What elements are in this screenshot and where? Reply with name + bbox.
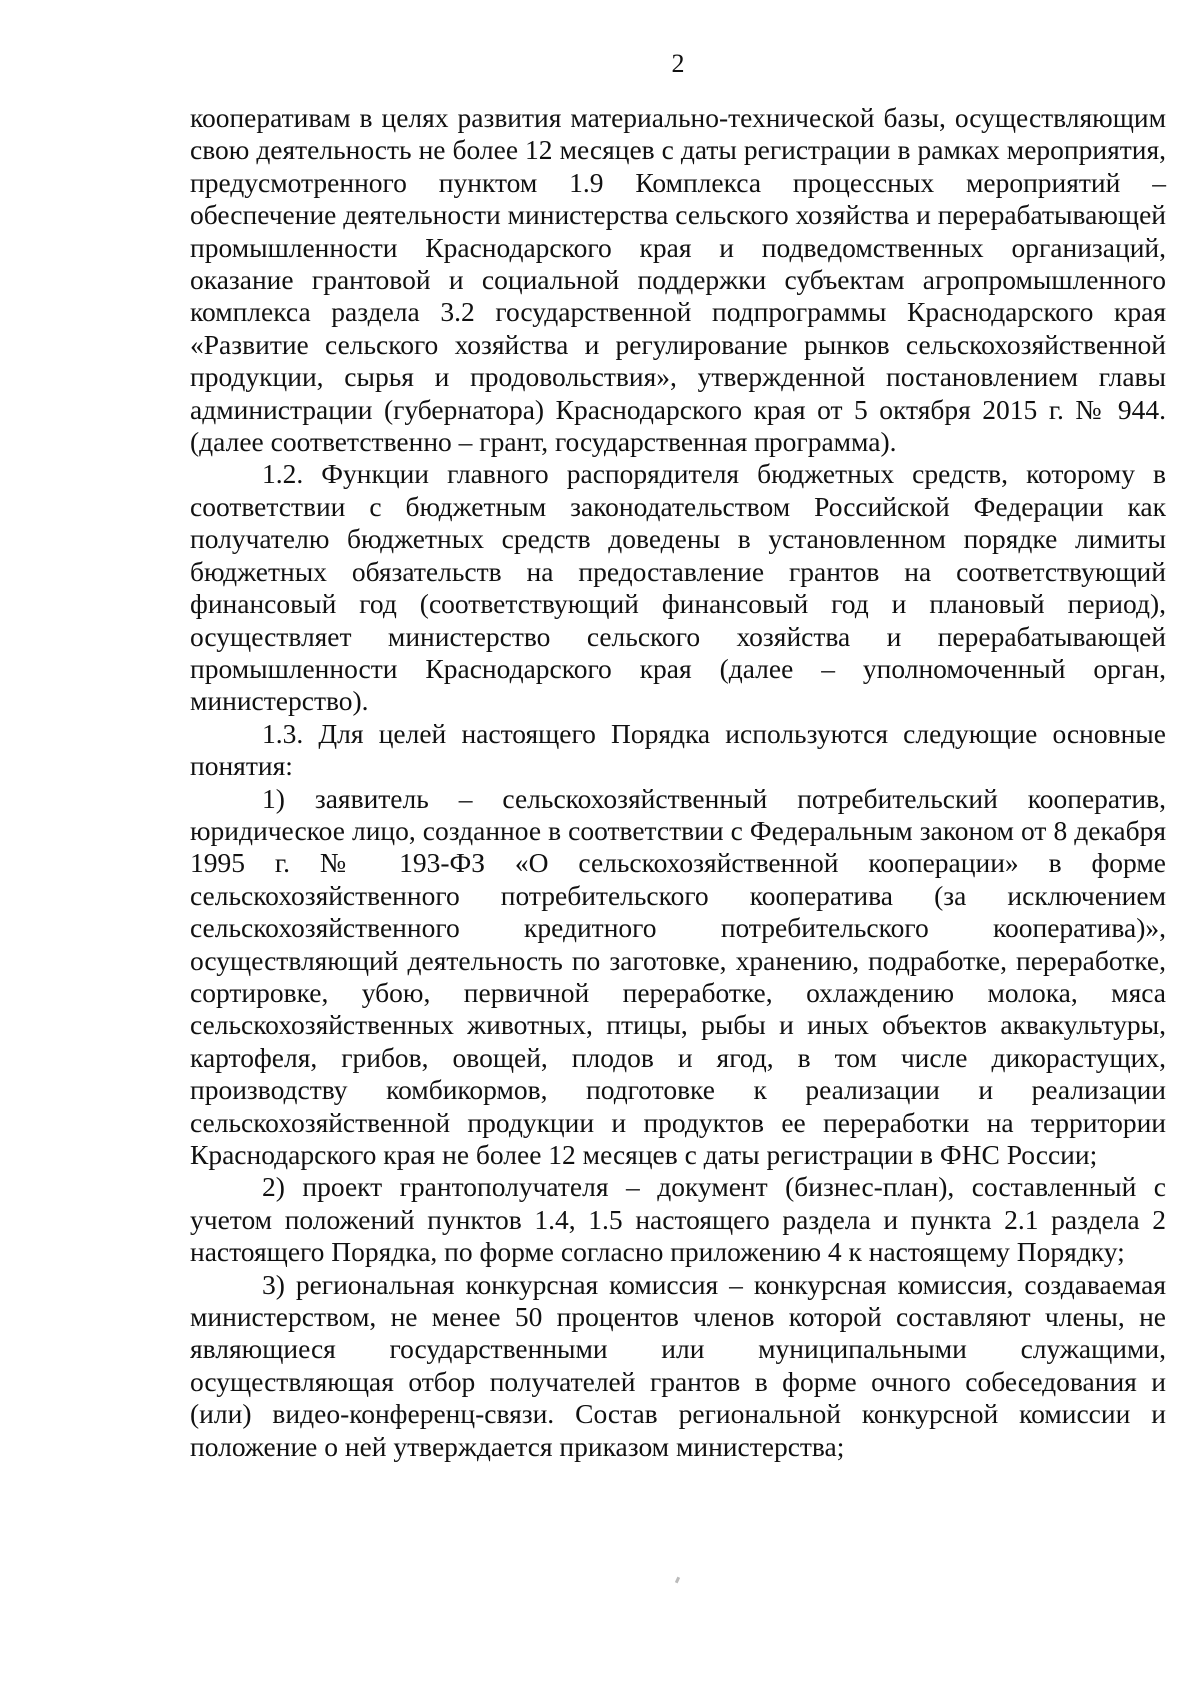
- definition-item-3: 3) региональная конкурсная комиссия – конкурсная комиссия, создаваемая министерством, не менее 50 процентов членов которой составляют члены, не являющиеся государственными или муниципальными служащими, осуществляющая отбор получателей грантов в форме очного собеседования и (или) видео-конференц-связи. Состав региональной конкурсной комиссии и положение о ней утверждается приказом министерства;: [190, 1268, 1166, 1462]
- paragraph-continuation: кооперативам в целях развития материально-технической базы, осуществляющим свою деятельность не более 12 месяцев с даты регистрации в рамках мероприятия, предусмотренного пунктом 1.9 Комплекса процессных мероприятий – обеспечение деятельности министерства сельского хозяйства и перерабатывающей промышленности Краснодарского края и подведомственных организаций, оказание грантовой и социальной поддержки субъектам агропромышленного комплекса раздела 3.2 государственной подпрограммы Краснодарского края «Развитие сельского хозяйства и регулирование рынков сельскохозяйственной продукции, сырья и продовольствия», утвержденной постановлением главы администрации (губернатора) Краснодарского края от 5 октября 2015 г. № 944. (далее соответственно – грант, государственная программа).: [190, 102, 1166, 458]
- paragraph-1-2: 1.2. Функции главного распорядителя бюджетных средств, которому в соответствии с бюджетным законодательством Российской Федерации как получателю бюджетных средств доведены в установленном порядке лимиты бюджетных обязательств на предоставление грантов на соответствующий финансовый год (соответствующий финансовый год и плановый период), осуществляет министерство сельского хозяйства и перерабатывающей промышленности Краснодарского края (далее – уполномоченный орган, министерство).: [190, 458, 1166, 717]
- page-number: 2: [671, 49, 685, 78]
- scan-speck: [675, 1577, 680, 1584]
- document-body: [190, 102, 1166, 1463]
- definition-item-1: 1) заявитель – сельскохозяйственный потребительский кооператив, юридическое лицо, созданное в соответствии с Федеральным законом от 8 декабря 1995 г. № 193-ФЗ «О сельскохозяйственной кооперации» в форме сельскохозяйственного потребительского кооператива (за исключением сельскохозяйственного кредитного потребительского кооператива)», осуществляющий деятельность по заготовке, хранению, подработке, переработке, сортировке, убою, первичной переработке, охлаждению молока, мяса сельскохозяйственных животных, птицы, рыбы и иных объектов аквакультуры, картофеля, грибов, овощей, плодов и ягод, в том числе дикорастущих, производству комбикормов, подготовке к реализации и реализации сельскохозяйственной продукции и продуктов ее переработки на территории Краснодарского края не более 12 месяцев с даты регистрации в ФНС России;: [190, 782, 1166, 1170]
- paragraph-1-3: 1.3. Для целей настоящего Порядка используются следующие основные понятия:: [190, 717, 1166, 782]
- definition-item-2: 2) проект грантополучателя – документ (бизнес-план), составленный с учетом положений пунктов 1.4, 1.5 настоящего раздела и пункта 2.1 раздела 2 настоящего Порядка, по форме согласно приложению 4 к настоящему Порядку;: [190, 1171, 1166, 1268]
